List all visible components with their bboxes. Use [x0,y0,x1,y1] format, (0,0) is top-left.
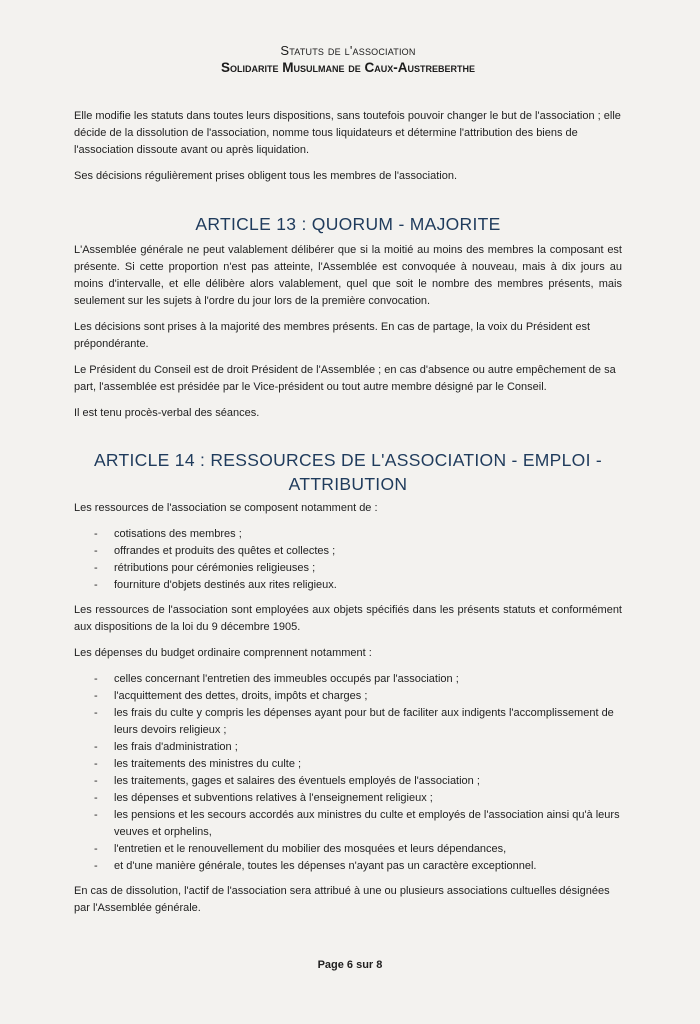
article-14-heading [74,448,622,496]
list-item: - offrandes et produits des quêtes et collectes ; [74,543,622,560]
document-header [74,42,622,76]
article-13-paragraph-1: L'Assemblée générale ne peut valablement délibérer que si la moitié au moins des membres la composant est présente. Si cette proportion n'est pas atteinte, l'Assemblée est convoquée à nouveau, mais à dix jours au moins d'intervalle, et elle délibère alors valablement, quel que soit le nombre des membres présents, mais seulement sur les sujets à l'ordre du jour lors de la première convocation. [74,244,622,307]
list-item: - fourniture d'objets destinés aux rites religieux. [74,577,622,594]
list-item: - l'entretien et le renouvellement du mobilier des mosquées et leurs dépendances, [74,841,622,858]
article-13-paragraph-4: Il est tenu procès-verbal des séances. [74,407,260,419]
expenses-list [74,671,622,875]
list-item: - les frais du culte y compris les dépenses ayant pour but de faciliter aux indigents l'accomplissement de leurs devoirs religieux ; [74,705,622,739]
page-number: Page 6 sur 8 [317,959,383,971]
article-13-paragraph-3: Le Président du Conseil est de droit Président de l'Assemblée ; en cas d'absence ou autre empêchement de sa part, l'assemblée est présidée par le Vice-président ou tout autre membre désigné par le Conseil. [74,364,616,393]
article-14-use-paragraph: Les ressources de l'association sont employées aux objets spécifiés dans les présents statuts et conformément aux dispositions de la loi du 9 décembre 1905. [74,604,622,633]
list-item: - les traitements, gages et salaires des éventuels employés de l'association ; [74,773,622,790]
intro-paragraph-1: Elle modifie les statuts dans toutes leurs dispositions, sans toutefois pouvoir changer le but de l'association ; elle décide de la dissolution de l'association, nomme tous liquidateurs et détermine l'attribution des biens de l'association dissoute avant ou après liquidation. [74,110,621,156]
header-title: Statuts de l'association [280,43,416,58]
article-13-paragraph-2: Les décisions sont prises à la majorité des membres présents. En cas de partage, la voix du Président est prépondérante. [74,321,591,350]
list-item: - et d'une manière générale, toutes les dépenses n'ayant pas un caractère exceptionnel. [74,858,622,875]
list-item: - les frais d'administration ; [74,739,622,756]
header-association-name: Solidarite Musulmane de Caux-Austreberthe [220,60,475,75]
list-item: - l'acquittement des dettes, droits, impôts et charges ; [74,688,622,705]
resources-list [74,526,622,594]
list-item: - celles concernant l'entretien des immeubles occupés par l'association ; [74,671,622,688]
list-item: - rétributions pour cérémonies religieuses ; [74,560,622,577]
list-item: - les dépenses et subventions relatives à l'enseignement religieux ; [74,790,622,807]
list-item: - les pensions et les secours accordés aux ministres du culte et employés de l'association ainsi qu'à leurs veuves et orphelins, [74,807,622,841]
intro-paragraph-2: Ses décisions régulièrement prises obligent tous les membres de l'association. [74,170,458,182]
article-14-heading-line-1: ARTICLE 14 : RESSOURCES DE L'ASSOCIATION - EMPLOI - [93,450,603,470]
article-13-heading: ARTICLE 13 : QUORUM - MAJORITE [195,214,501,234]
article-14-budget-paragraph: Les dépenses du budget ordinaire comprennent notamment : [74,647,372,659]
article-14-dissolution-paragraph: En cas de dissolution, l'actif de l'association sera attribué à une ou plusieurs associations cultuelles désignées par l'Assemblée générale. [74,885,610,914]
list-item: - cotisations des membres ; [74,526,622,543]
list-item: - les traitements des ministres du culte ; [74,756,622,773]
article-14-intro: Les ressources de l'association se composent notamment de : [74,502,378,514]
article-14-heading-line-2: ATTRIBUTION [288,474,408,494]
